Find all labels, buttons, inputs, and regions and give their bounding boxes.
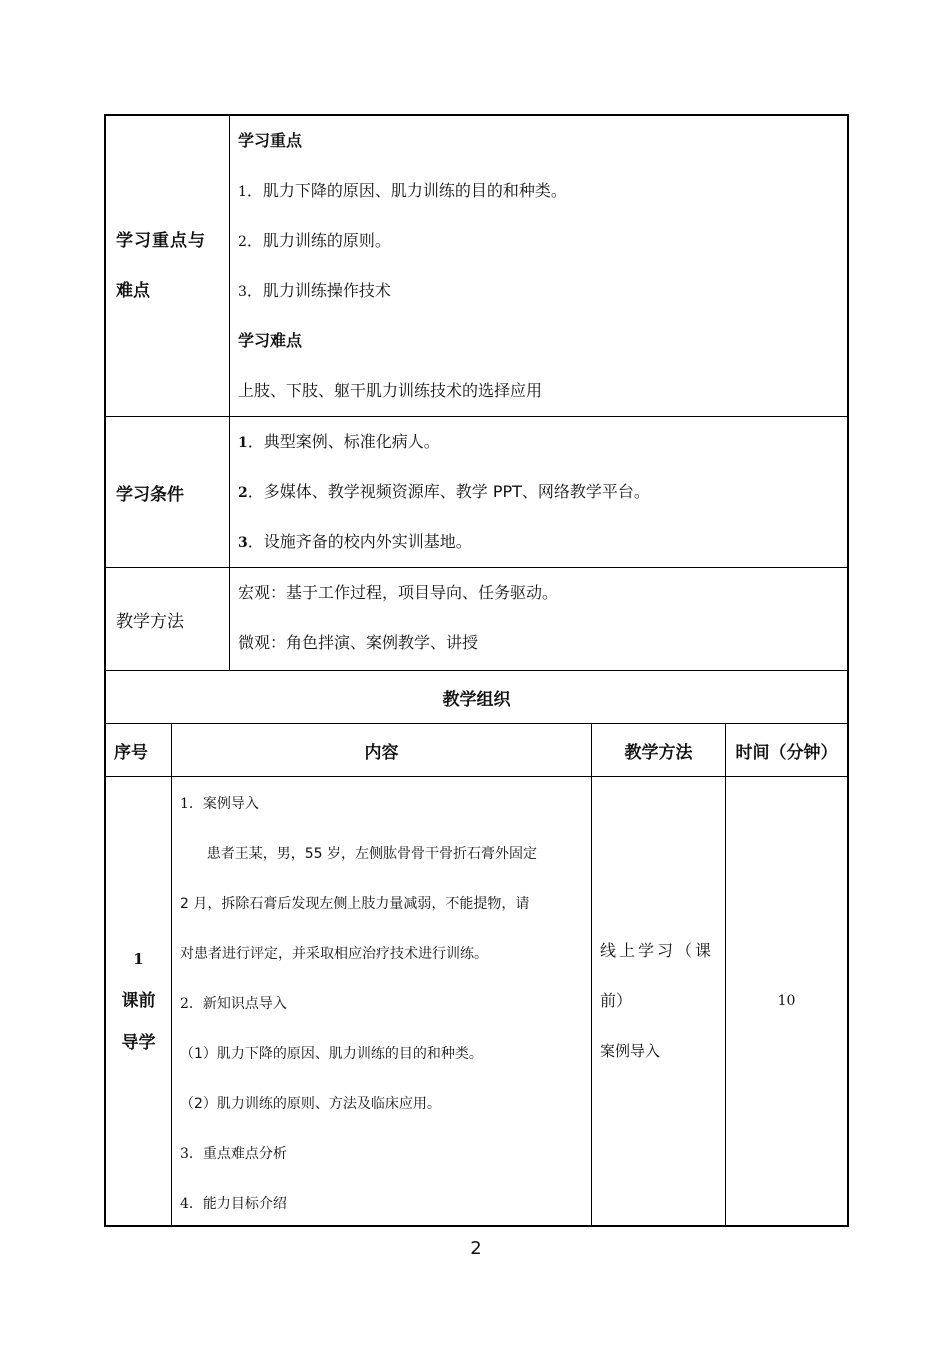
header-method: 教学方法 bbox=[592, 724, 726, 776]
header-time: 时间（分钟） bbox=[735, 742, 838, 763]
row-time bbox=[726, 777, 847, 1225]
focus-row bbox=[106, 116, 847, 417]
header-seq: 序号 bbox=[106, 724, 172, 776]
org-header-row bbox=[106, 724, 847, 777]
content-line: 2 月，拆除石膏后发现左侧上肢力量减弱，不能提物，请 bbox=[180, 896, 530, 912]
conditions-content bbox=[230, 417, 847, 567]
header-content: 内容 bbox=[172, 724, 592, 776]
focus-label-line1: 学习重点与 bbox=[116, 231, 206, 251]
difficulty-text: 上肢、下肢、躯干肌力训练技术的选择应用 bbox=[238, 381, 543, 400]
seq-number: 1 bbox=[133, 950, 144, 968]
table-row bbox=[106, 777, 847, 1225]
condition-item: 2．多媒体、教学视频资源库、教学 PPT、网络教学平台。 bbox=[238, 482, 650, 501]
difficulty-title: 学习难点 bbox=[238, 331, 303, 350]
conditions-row bbox=[106, 417, 847, 568]
method-label: 教学方法 bbox=[106, 568, 230, 670]
seq-line2: 导学 bbox=[121, 1033, 156, 1053]
method-line: 前） bbox=[600, 991, 633, 1010]
seq-line1: 课前 bbox=[121, 991, 156, 1011]
method-line: 案例导入 bbox=[600, 1042, 661, 1060]
table-frame bbox=[104, 114, 849, 1227]
content-line: 患者王某，男，55 岁，左侧肱骨骨干骨折石膏外固定 bbox=[180, 846, 537, 862]
focus-label-line2: 难点 bbox=[116, 281, 150, 301]
content-line: （1）肌力下降的原因、肌力训练的目的和种类。 bbox=[180, 1046, 483, 1062]
content-line: （2）肌力训练的原则、方法及临床应用。 bbox=[180, 1096, 441, 1112]
time-value: 10 bbox=[777, 993, 796, 1009]
lesson-plan-table bbox=[104, 114, 849, 1227]
method-content bbox=[230, 568, 847, 670]
row-content bbox=[172, 777, 592, 1225]
method-row bbox=[106, 568, 847, 671]
content-line: 3．重点难点分析 bbox=[180, 1146, 287, 1162]
focus-item: 2．肌力训练的原则。 bbox=[238, 231, 391, 250]
condition-item: 1．典型案例、标准化病人。 bbox=[238, 432, 440, 451]
org-title: 教学组织 bbox=[442, 689, 511, 710]
content-line: 对患者进行评定，并采取相应治疗技术进行训练。 bbox=[180, 946, 488, 962]
method-macro: 宏观：基于工作过程，项目导向、任务驱动。 bbox=[238, 583, 559, 602]
row-method bbox=[592, 777, 726, 1225]
content-line: 1．案例导入 bbox=[180, 796, 259, 812]
focus-content bbox=[230, 116, 847, 416]
page-number: 2 bbox=[470, 1238, 482, 1259]
content-line: 4．能力目标介绍 bbox=[180, 1196, 287, 1212]
method-line: 线上学习（课 bbox=[600, 941, 715, 960]
focus-label bbox=[106, 116, 230, 416]
focus-item: 3．肌力训练操作技术 bbox=[238, 281, 391, 300]
condition-item: 3．设施齐备的校内外实训基地。 bbox=[238, 532, 472, 551]
conditions-label: 学习条件 bbox=[106, 417, 230, 567]
org-title-row bbox=[106, 671, 847, 724]
method-micro: 微观：角色拌演、案例教学、讲授 bbox=[238, 633, 479, 652]
focus-title: 学习重点 bbox=[238, 131, 303, 150]
row-seq bbox=[106, 777, 172, 1225]
focus-item: 1．肌力下降的原因、肌力训练的目的和种类。 bbox=[238, 181, 567, 200]
content-line: 2．新知识点导入 bbox=[180, 996, 287, 1012]
